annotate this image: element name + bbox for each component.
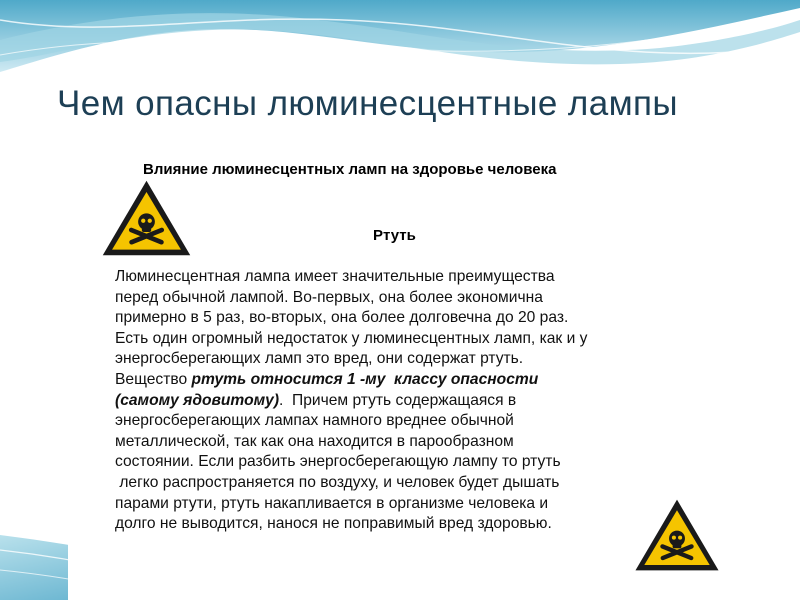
slide-title: Чем опасны люминесцентные лампы <box>57 84 678 123</box>
emphasis-text: ртуть относится 1 -му классу опасности <box>191 370 539 388</box>
paragraph-line: долго не выводится, нанося не поправимый вред здоровью. <box>115 515 552 533</box>
document-heading: Влияние люминесцентных ламп на здоровье человека <box>143 161 557 178</box>
paragraph-line: состоянии. Если разбить энергосберегающую лампу то ртуть <box>115 453 561 471</box>
paragraph-line: Есть один огромный недостаток у люминесцентных ламп, как и у <box>115 329 588 347</box>
paragraph-line <box>115 391 715 412</box>
paragraph-line: Люминесцентная лампа имеет значительные преимущества <box>115 268 555 285</box>
paragraph-line: металлической, так как она находится в парообразном <box>115 432 514 450</box>
plain-text: Вещество <box>115 370 192 388</box>
paragraph-line <box>115 370 715 391</box>
paragraph-line: перед обычной лампой. Во-первых, она более экономична <box>115 288 543 306</box>
top-wave-decoration <box>0 0 800 90</box>
toxic-hazard-icon <box>98 178 195 258</box>
plain-text: . Причем ртуть содержащаяся в <box>279 391 517 409</box>
toxic-hazard-icon <box>632 497 722 573</box>
paragraph-line: энергосберегающих лампах намного вреднее обычной <box>115 412 514 430</box>
emphasis-text: (самому ядовитому) <box>115 391 280 409</box>
paragraph-line: энергосберегающих ламп это вред, они содержат ртуть. <box>115 350 524 368</box>
section-heading: Ртуть <box>373 227 416 244</box>
paragraph-line: примерно в 5 раз, во-вторых, она более долговечна до 20 раз. <box>115 309 569 327</box>
paragraph-line: парами ртути, ртуть накапливается в организме человека и <box>115 494 549 512</box>
body-text <box>115 267 715 535</box>
paragraph-line: легко распространяется по воздуху, и человек будет дышать <box>115 473 560 491</box>
